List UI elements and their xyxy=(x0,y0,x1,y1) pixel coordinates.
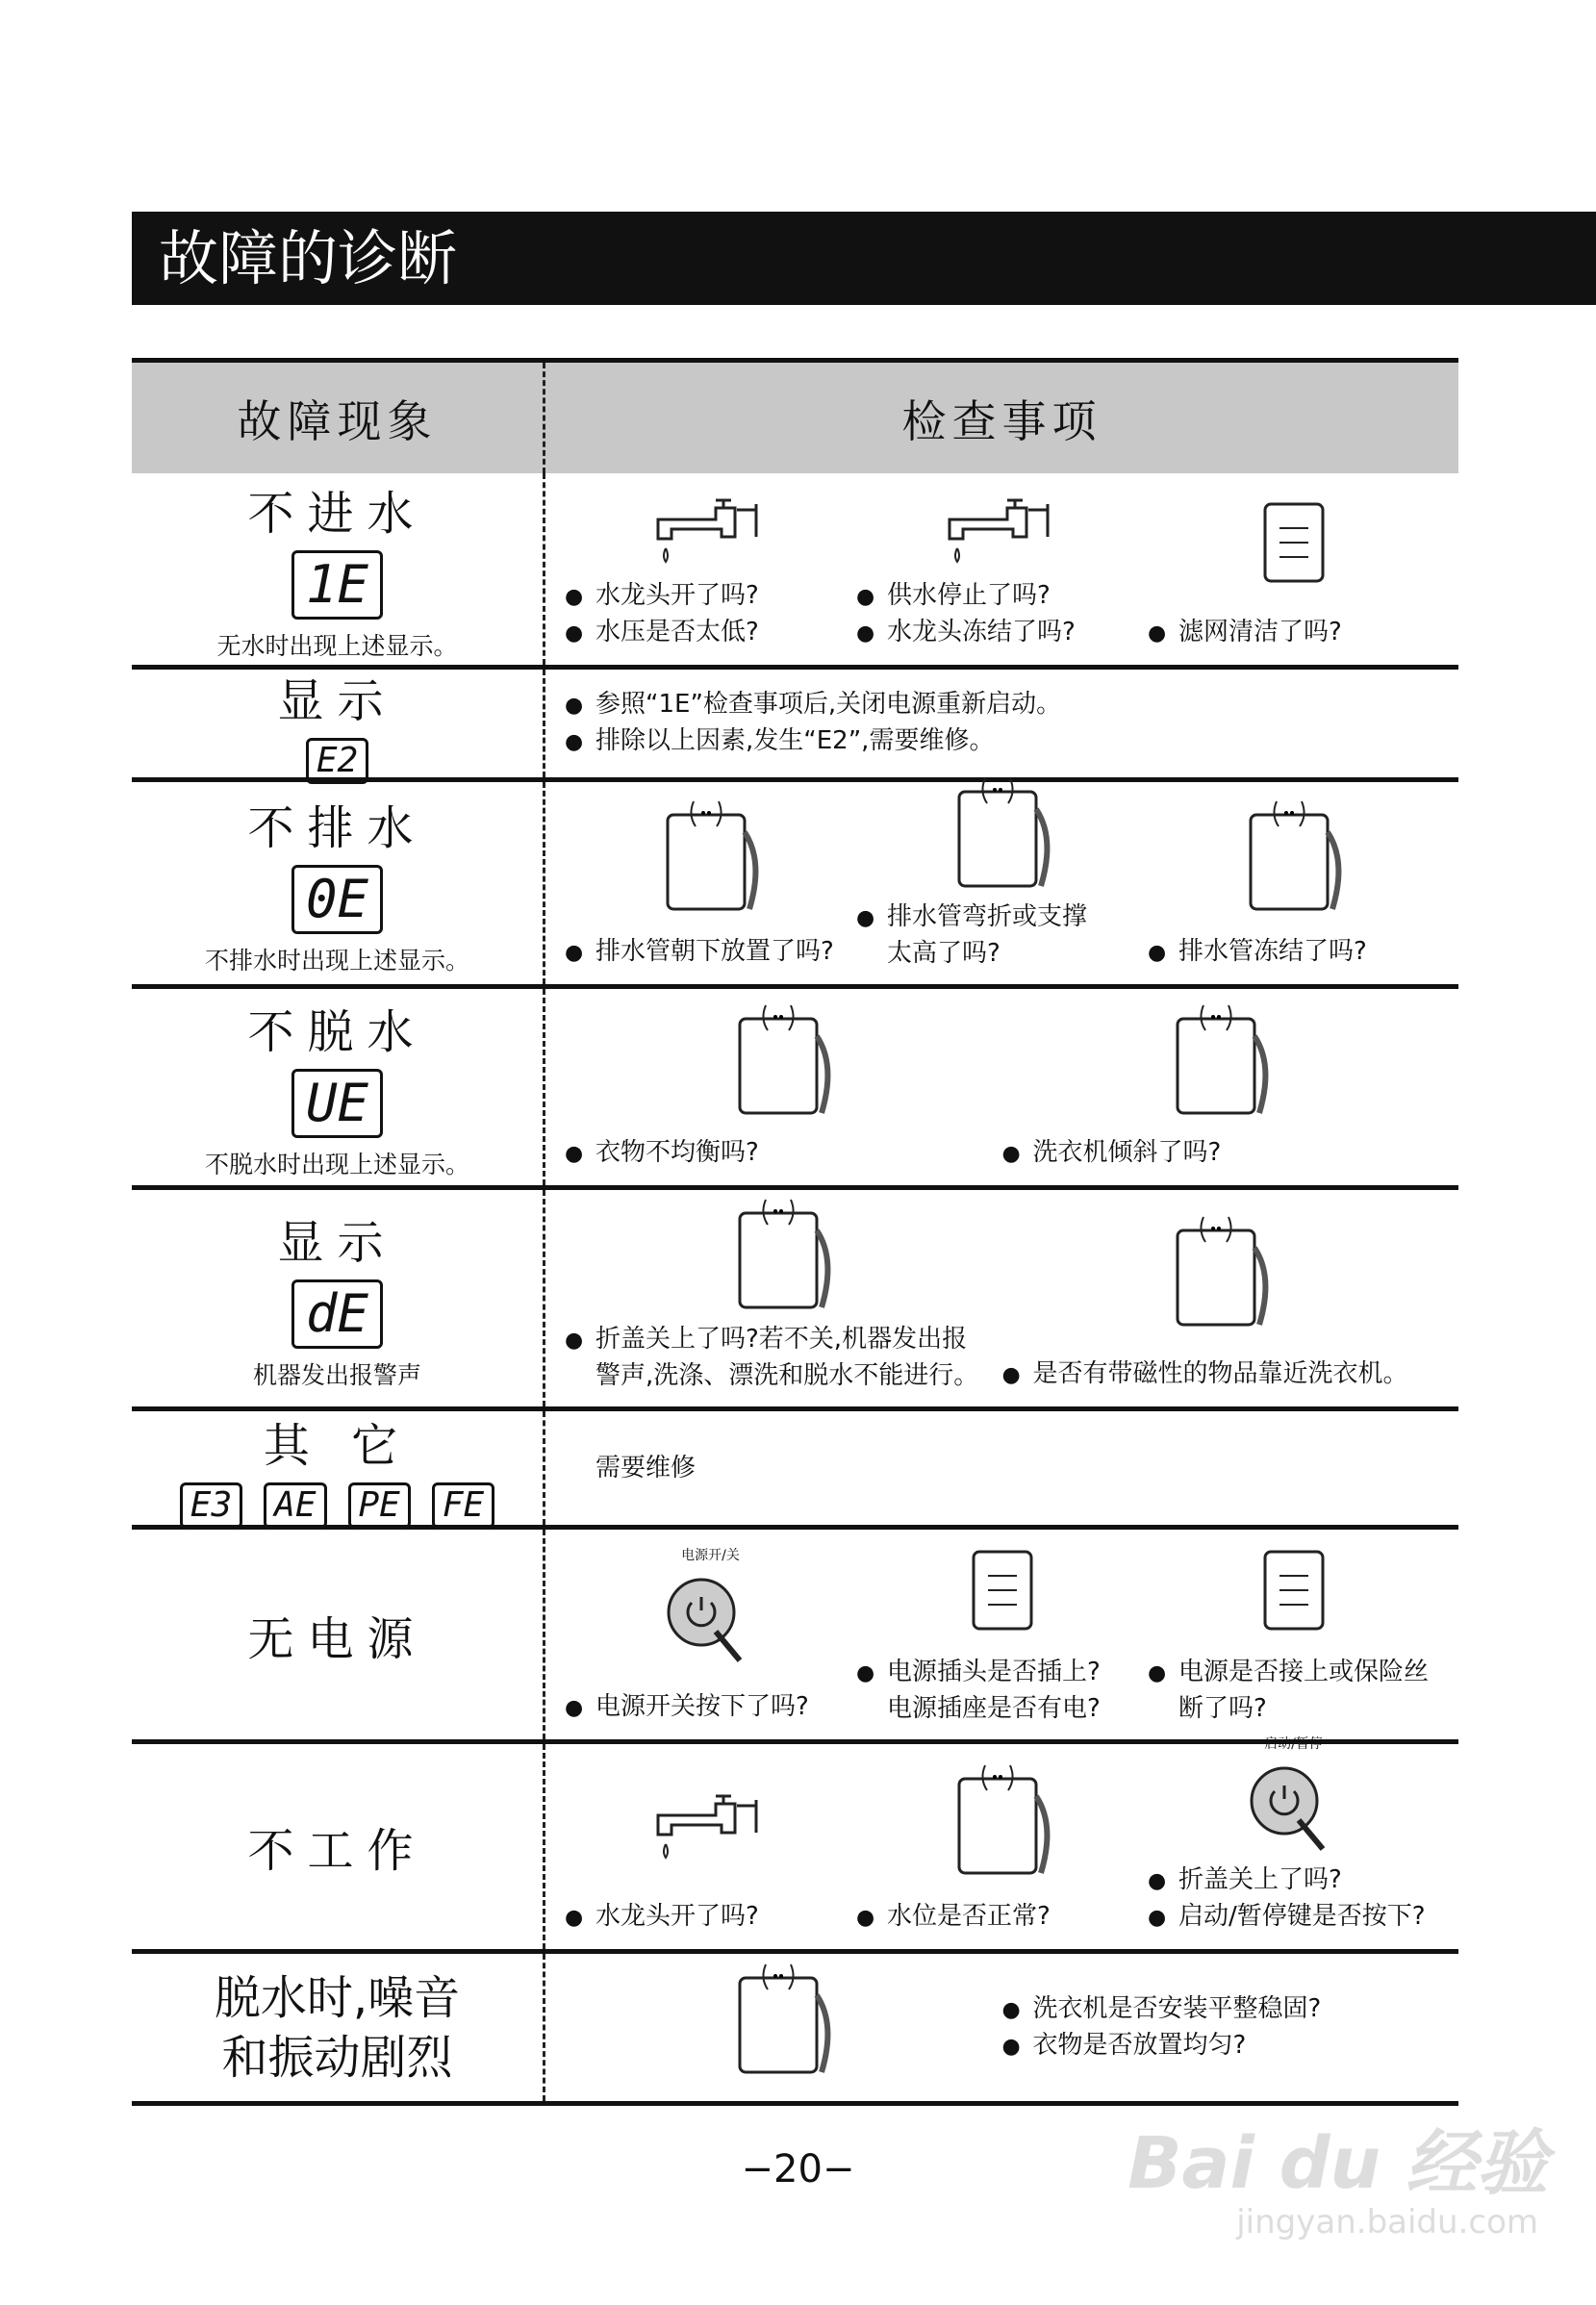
icon-caption: 启动/暂停 xyxy=(1264,1736,1323,1752)
start-pause-button-icon xyxy=(1241,1753,1347,1862)
check-text: ● 水位是否正常? xyxy=(856,1899,1148,1936)
filter-cleaning-icon xyxy=(1241,490,1347,599)
check-text: ● 衣物是否放置均匀? xyxy=(1002,2028,1440,2064)
faucet-open-icon xyxy=(648,1777,773,1867)
symptom-title: 不工作 xyxy=(247,1824,427,1878)
symptom-cell xyxy=(132,670,545,780)
check-text: ● 水龙头开了吗? xyxy=(565,578,856,615)
error-code-display: 1E xyxy=(291,550,383,620)
check-item xyxy=(1148,1736,1439,1949)
frozen-faucet-icon xyxy=(940,481,1065,571)
table-header xyxy=(132,358,1458,473)
check-text: 电源插座是否有电? xyxy=(887,1694,1101,1723)
symptom-note: 不脱水时出现上述显示。 xyxy=(204,1150,469,1178)
check-text: ● 洗衣机是否安装平整稳固? xyxy=(1002,1991,1440,2028)
fuse-box-icon xyxy=(1241,1537,1347,1647)
check-item xyxy=(856,1530,1148,1739)
check-item xyxy=(856,1744,1148,1949)
check-text: ● 衣物不均衡吗? xyxy=(565,1135,1002,1172)
check-text: 太高了吗? xyxy=(887,939,1001,968)
check-item xyxy=(565,1954,1002,2101)
check-item xyxy=(856,473,1148,665)
page-number: −20− xyxy=(741,2147,855,2191)
washer-water-level-icon xyxy=(945,1758,1060,1887)
washer-hose-bent-icon xyxy=(945,771,1060,899)
check-item xyxy=(565,782,856,984)
check-text: ● 水压是否太低? xyxy=(565,615,856,651)
symptom-cell xyxy=(132,1530,545,1739)
table-row xyxy=(132,670,1458,782)
check-text: ● 参照“1E”检查事项后,关闭电源重新启动。 xyxy=(565,687,1439,723)
check-text: ● 排水管弯折或支撑 xyxy=(856,899,1148,936)
check-item xyxy=(1148,1530,1439,1739)
check-text: ● 排除以上因素,发生“E2”,需要维修。 xyxy=(565,723,1439,760)
symptom-title: 无电源 xyxy=(247,1611,427,1666)
check-text: ● 洗衣机倾斜了吗? xyxy=(1002,1135,1440,1172)
check-text: 警声,洗涤、漂洗和脱水不能进行。 xyxy=(595,1361,979,1390)
check-item xyxy=(565,670,1439,777)
table-row xyxy=(132,1190,1458,1411)
watermark-url: jingyan.baidu.com xyxy=(1236,2203,1538,2242)
table-row xyxy=(132,1530,1458,1744)
watermark-logo: Bai du 经验 xyxy=(1127,2122,1548,2205)
table-row xyxy=(132,1736,1458,1954)
check-item xyxy=(565,1530,856,1739)
check-text: ● 是否有带磁性的物品靠近洗衣机。 xyxy=(1002,1356,1440,1393)
error-code-display: E2 xyxy=(306,738,368,784)
header-symptom: 故障现象 xyxy=(132,363,545,473)
symptom-title: 脱水时,噪音 和振动剧烈 xyxy=(214,1970,461,2085)
check-text: 断了吗? xyxy=(1178,1694,1267,1723)
symptom-cell xyxy=(132,1411,545,1525)
check-item xyxy=(565,1744,856,1949)
power-plug-icon xyxy=(950,1537,1055,1647)
error-code-display: dE xyxy=(291,1279,383,1349)
check-item xyxy=(1148,782,1439,984)
check-text: ● 电源插头是否插上? xyxy=(856,1655,1148,1691)
check-item xyxy=(1002,1190,1440,1406)
check-item xyxy=(1002,1954,1440,2101)
check-text: ● 水龙头开了吗? xyxy=(565,1899,856,1936)
check-text: ● 供水停止了吗? xyxy=(856,578,1148,615)
symptom-cell xyxy=(132,989,545,1185)
check-text: ● 折盖关上了吗?若不关,机器发出报 xyxy=(565,1322,1002,1358)
check-text: ● 电源开关按下了吗? xyxy=(565,1689,856,1726)
check-item xyxy=(565,473,856,665)
symptom-cell xyxy=(132,782,545,984)
symptom-title: 不排水 xyxy=(247,800,427,855)
faucet-drip-icon xyxy=(648,481,773,571)
symptom-title: 不进水 xyxy=(247,487,427,541)
check-item xyxy=(565,1190,1002,1406)
symptom-note: 机器发出报警声 xyxy=(252,1361,421,1389)
table-row xyxy=(132,1411,1458,1530)
washer-hose-down-icon xyxy=(653,794,769,923)
washer-tilted-icon xyxy=(1163,998,1279,1127)
page-title: 故障的诊断 xyxy=(132,212,1596,305)
check-item xyxy=(1002,989,1440,1185)
error-code-display: 0E xyxy=(291,865,383,934)
header-checks: 检查事项 xyxy=(901,394,1102,447)
error-code-display: PE xyxy=(348,1482,411,1529)
error-code-display: UE xyxy=(291,1069,383,1138)
washer-shaking-icon xyxy=(725,1957,841,2086)
check-text: ● 排水管朝下放置了吗? xyxy=(565,934,856,971)
power-button-icon xyxy=(658,1564,764,1674)
check-item xyxy=(565,1411,1439,1525)
washer-hose-frozen-icon xyxy=(1236,794,1352,923)
icon-caption: 电源开/关 xyxy=(681,1548,740,1563)
washer-lid-open-icon xyxy=(725,1192,841,1321)
check-text: ● 启动/暂停键是否按下? xyxy=(1148,1899,1439,1936)
symptom-title: 显示 xyxy=(277,673,397,728)
check-text: ● 水龙头冻结了吗? xyxy=(856,615,1148,651)
symptom-title: 显示 xyxy=(277,1216,397,1270)
check-text: ● 排水管冻结了吗? xyxy=(1148,934,1439,971)
washer-unbalanced-icon xyxy=(725,998,841,1127)
error-code-display: FE xyxy=(432,1482,494,1529)
error-code-display: E3 xyxy=(180,1482,242,1529)
symptom-note: 不排水时出现上述显示。 xyxy=(204,946,469,975)
check-text: ● 电源是否接上或保险丝 xyxy=(1148,1655,1439,1691)
check-text: 需要维修 xyxy=(595,1454,697,1482)
table-row xyxy=(132,782,1458,989)
check-item xyxy=(1148,473,1439,665)
table-row xyxy=(132,989,1458,1190)
check-text: ● 滤网清洁了吗? xyxy=(1148,615,1439,651)
washer-magnet-icon xyxy=(1163,1209,1279,1338)
check-item xyxy=(856,782,1148,984)
table-row xyxy=(132,1954,1458,2106)
troubleshooting-table xyxy=(132,358,1458,2106)
symptom-note: 无水时出现上述显示。 xyxy=(216,632,458,660)
symptom-title: 其 它 xyxy=(263,1418,412,1473)
symptom-title: 不脱水 xyxy=(247,1004,427,1059)
symptom-cell xyxy=(132,473,545,665)
symptom-cell xyxy=(132,1744,545,1949)
symptom-cell xyxy=(132,1954,545,2101)
check-text: ● 折盖关上了吗? xyxy=(1148,1862,1439,1899)
symptom-cell xyxy=(132,1190,545,1406)
check-item xyxy=(565,989,1002,1185)
error-code-display: AE xyxy=(264,1482,326,1529)
table-row xyxy=(132,473,1458,670)
